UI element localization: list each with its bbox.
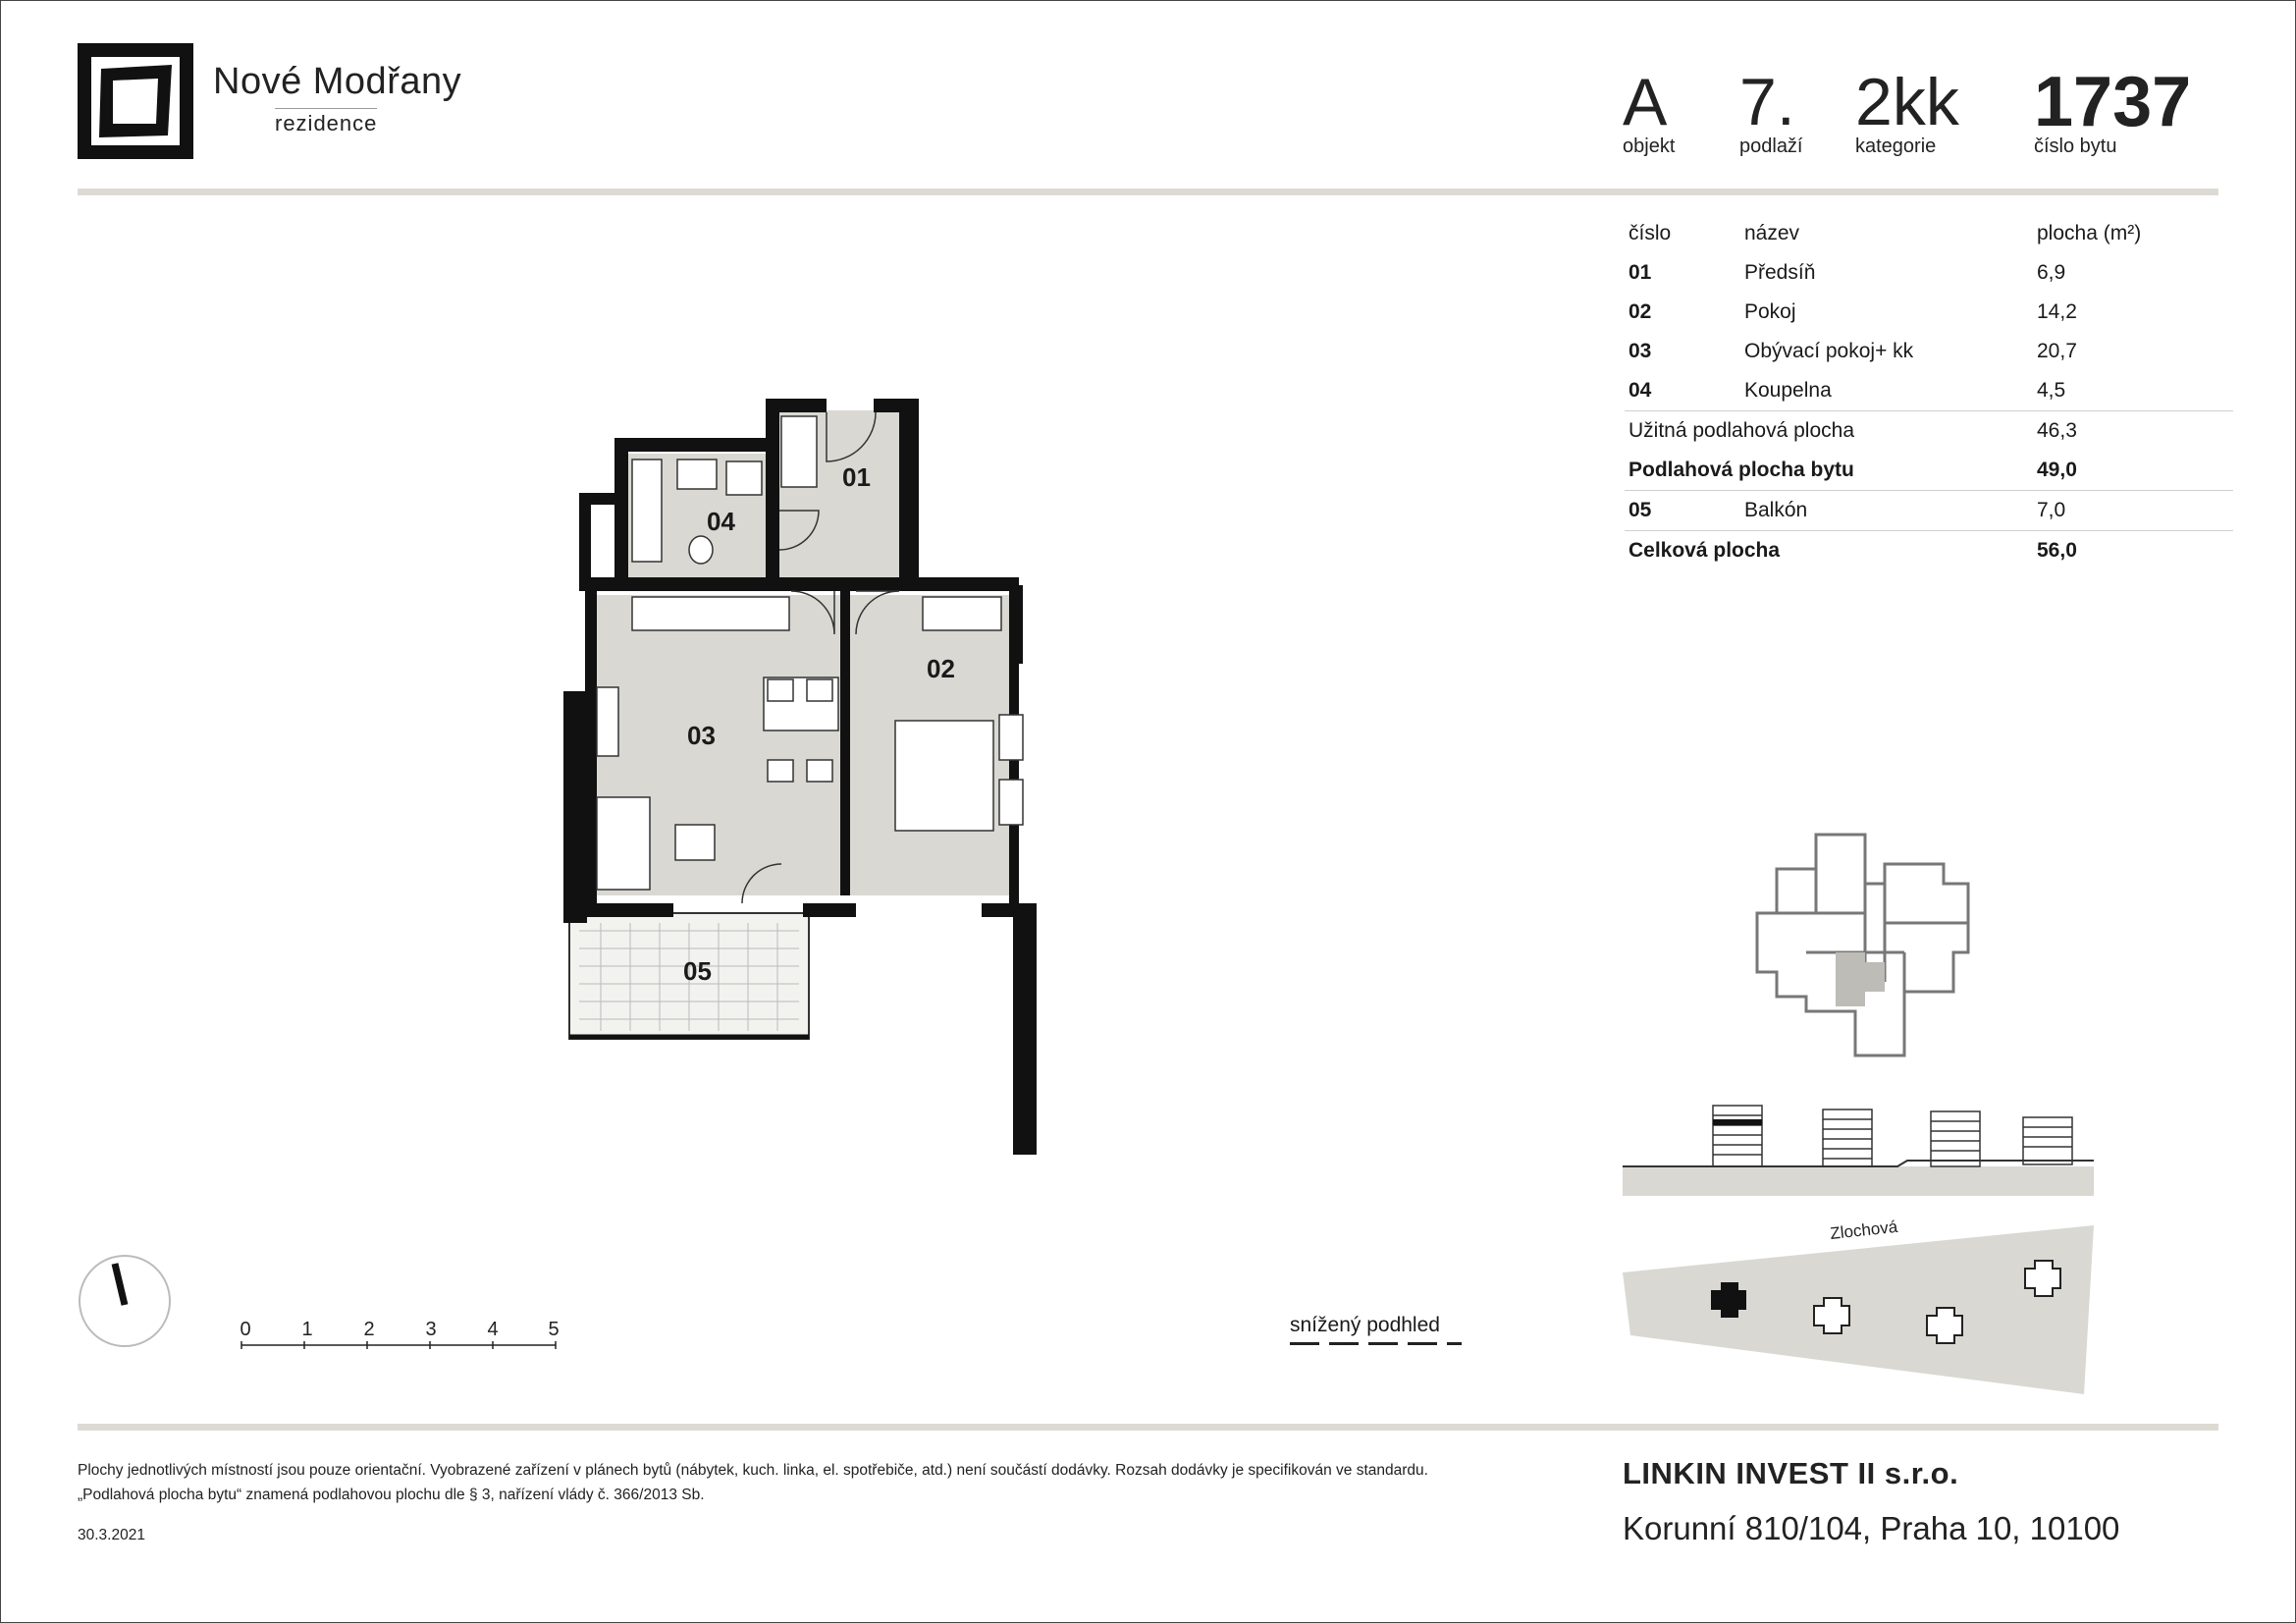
scale-tick: 1 xyxy=(301,1319,313,1340)
podhled-legend-line xyxy=(1290,1342,1462,1345)
header-kategorie xyxy=(1855,65,1959,158)
podlahova-area: 49,0 xyxy=(2037,459,2077,481)
room-name: Pokoj xyxy=(1744,300,1796,323)
room-table xyxy=(1625,214,2233,570)
room-label-01: 01 xyxy=(842,462,871,492)
balkon-row xyxy=(1625,490,2233,530)
room-area: 4,5 xyxy=(2037,379,2066,402)
room-num: 02 xyxy=(1629,300,1652,323)
footer-note-line2: „Podlahová plocha bytu“ znamená podlahovou plochu dle § 3, nařízení vlády č. 366/2013 Sb. xyxy=(78,1487,705,1503)
room-name: Obývací pokoj+ kk xyxy=(1744,340,1914,362)
room-label-04: 04 xyxy=(707,507,735,536)
room-num: 03 xyxy=(1629,340,1652,362)
podhled-legend: snížený podhled xyxy=(1290,1314,1440,1336)
key-plan xyxy=(1747,825,2022,1070)
objekt-label: objekt xyxy=(1623,135,1676,157)
objekt-value: A xyxy=(1623,65,1668,139)
balkon-name: Balkón xyxy=(1744,499,1808,521)
floor-plan xyxy=(550,393,1060,1168)
room-num: 01 xyxy=(1629,261,1652,284)
scale-bar xyxy=(234,1316,567,1355)
room-label-05: 05 xyxy=(683,956,712,986)
header-podlazi xyxy=(1739,65,1803,158)
balkon-area: 7,0 xyxy=(2037,499,2066,521)
podlahova-label: Podlahová plocha bytu xyxy=(1629,459,1854,481)
room-area: 14,2 xyxy=(2037,300,2077,323)
uzitna-label: Užitná podlahová plocha xyxy=(1629,419,1854,442)
kategorie-label: kategorie xyxy=(1855,135,1937,157)
col-cislo: číslo xyxy=(1629,222,1672,244)
podlahova-row xyxy=(1625,451,2233,490)
brand-subtitle: rezidence xyxy=(275,108,377,136)
cislo-label: číslo bytu xyxy=(2034,135,2117,157)
table-row xyxy=(1625,371,2233,410)
scale-tick: 2 xyxy=(363,1319,375,1340)
table-row xyxy=(1625,253,2233,293)
north-arrow-icon xyxy=(78,1254,176,1352)
celkova-label: Celková plocha xyxy=(1629,539,1781,562)
brand-name: Nové Modřany xyxy=(213,61,462,102)
company-address: Korunní 810/104, Praha 10, 10100 xyxy=(1623,1510,2120,1546)
room-area: 20,7 xyxy=(2037,340,2077,362)
room-area: 6,9 xyxy=(2037,261,2066,284)
footer-date: 30.3.2021 xyxy=(78,1527,145,1543)
scale-tick: 5 xyxy=(548,1319,560,1340)
room-name: Koupelna xyxy=(1744,379,1832,402)
podlazi-label: podlaží xyxy=(1739,135,1803,157)
table-header xyxy=(1625,214,2233,253)
uzitna-row xyxy=(1625,410,2233,451)
footer-note xyxy=(78,1458,1589,1507)
celkova-row xyxy=(1625,530,2233,570)
celkova-area: 56,0 xyxy=(2037,539,2077,562)
scale-tick: 3 xyxy=(425,1319,437,1340)
podlazi-value: 7. xyxy=(1739,65,1795,139)
table-row xyxy=(1625,332,2233,371)
room-name: Předsíň xyxy=(1744,261,1816,284)
balkon-num: 05 xyxy=(1629,499,1652,521)
kategorie-value: 2kk xyxy=(1855,65,1959,139)
cislo-value: 1737 xyxy=(2034,63,2192,141)
uzitna-area: 46,3 xyxy=(2037,419,2077,442)
scale-tick: 4 xyxy=(487,1319,499,1340)
table-row xyxy=(1625,293,2233,332)
col-plocha: plocha (m²) xyxy=(2037,222,2142,244)
header-cislo xyxy=(2034,63,2192,158)
header-rule xyxy=(78,189,2218,195)
room-num: 04 xyxy=(1629,379,1652,402)
street-name: Zlochová xyxy=(1829,1217,1899,1243)
elevation-view xyxy=(1623,1100,2104,1203)
company-name: LINKIN INVEST II s.r.o. xyxy=(1623,1456,1959,1490)
footer-rule xyxy=(78,1424,2218,1431)
col-nazev: název xyxy=(1744,222,1800,244)
site-plan xyxy=(1623,1217,2094,1404)
scale-tick: 0 xyxy=(240,1319,251,1340)
room-label-03: 03 xyxy=(687,721,716,750)
header-objekt xyxy=(1623,65,1676,158)
room-label-02: 02 xyxy=(927,654,955,683)
footer-note-line1: Plochy jednotlivých místností jsou pouze orientační. Vyobrazené zařízení v plánech bytů (nábytek, kuch. linka, el. spotřebiče, atd.) není součástí dodávky. Rozsah dodávky je specifikován ve standardu. xyxy=(78,1462,1428,1479)
logo-icon xyxy=(78,43,193,159)
